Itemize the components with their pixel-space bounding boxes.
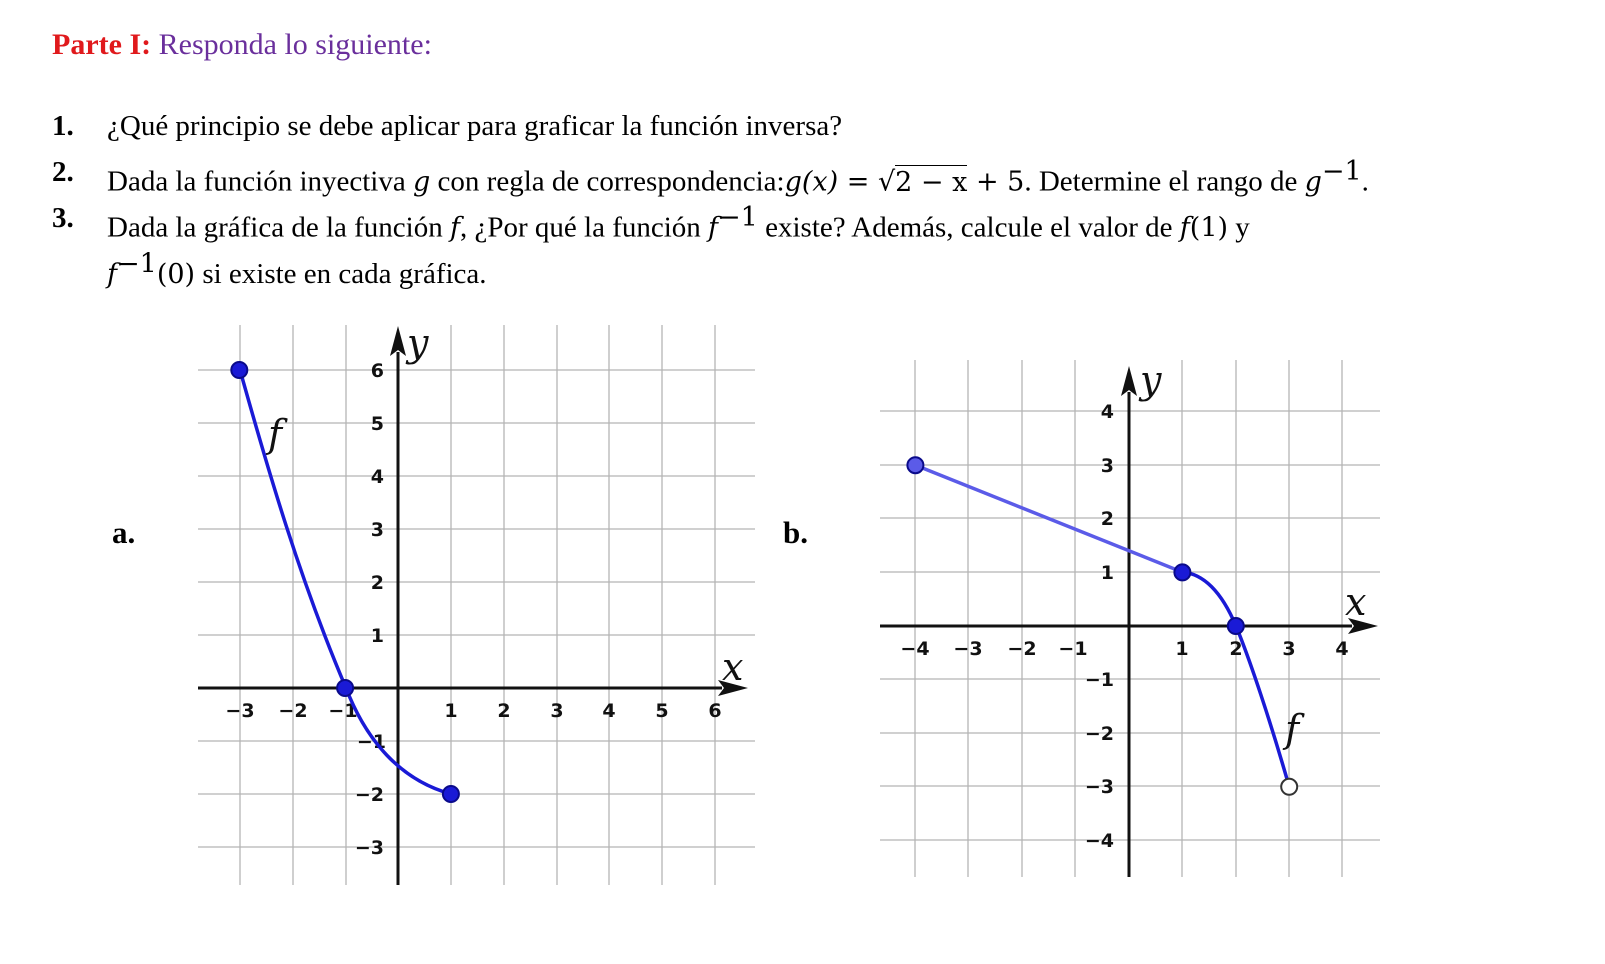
graph-b-label: b. <box>783 515 808 550</box>
x-tick-label: 5 <box>655 700 669 722</box>
curve-label: f <box>1285 707 1300 751</box>
section-instruction: Responda lo siguiente: <box>158 28 432 61</box>
question-text: Dada la función inyectiva g con regla de correspondencia:g(x) = √2 − x + 5. Determine el rango de $g^{-1}$. <box>107 156 1369 198</box>
y-tick-label: 4 <box>1100 401 1114 423</box>
y-axis-arrow <box>1121 366 1137 396</box>
closed-point <box>1228 618 1244 634</box>
y-tick-label: 3 <box>1100 455 1114 477</box>
y-tick-label: −1 <box>356 731 386 753</box>
x-tick-label: 2 <box>1229 638 1243 660</box>
x-tick-labels <box>900 638 1348 660</box>
x-axis-label: x <box>1345 580 1367 624</box>
x-tick-label: 3 <box>550 700 564 722</box>
question-number: 1. <box>52 110 74 142</box>
graph-a-label: a. <box>112 515 136 550</box>
y-tick-label: 1 <box>370 625 384 647</box>
y-tick-label: −3 <box>1084 776 1114 798</box>
x-tick-label: 2 <box>497 700 511 722</box>
closed-point <box>907 457 923 473</box>
y-tick-label: −1 <box>1084 669 1114 691</box>
y-tick-label: 2 <box>1100 508 1114 530</box>
y-tick-label: 6 <box>370 360 384 382</box>
x-tick-label: −2 <box>1007 638 1037 660</box>
section-label: Parte I: <box>52 28 152 61</box>
x-tick-label: 4 <box>602 700 616 722</box>
y-tick-label: −3 <box>354 837 384 859</box>
y-tick-label: −4 <box>1084 830 1114 852</box>
x-tick-label: −1 <box>328 700 358 722</box>
y-tick-label: 1 <box>1100 562 1114 584</box>
question-number: 3. <box>52 202 74 234</box>
y-tick-label: −2 <box>354 784 384 806</box>
question-number: 2. <box>52 156 74 188</box>
open-point <box>1281 779 1297 795</box>
formula-lhs: g(x) = <box>784 166 878 198</box>
curve-label: f <box>268 412 283 456</box>
x-tick-label: −1 <box>1058 638 1088 660</box>
x-tick-label: 6 <box>708 700 722 722</box>
x-axis-label: x <box>722 645 744 689</box>
y-axis-label: y <box>407 321 429 365</box>
x-tick-label: −2 <box>278 700 308 722</box>
question-text: ¿Qué principio se debe aplicar para graficar la función inversa? <box>107 110 843 142</box>
question-text: Dada la gráfica de la función f, ¿Por qué la función $f^{-1}$ existe? Además, calcule el valor de f(1) y <box>107 202 1250 244</box>
y-tick-label: 2 <box>370 572 384 594</box>
y-tick-label: −2 <box>1084 723 1114 745</box>
x-tick-label: 3 <box>1282 638 1296 660</box>
x-tick-label: −3 <box>953 638 983 660</box>
x-tick-label: −3 <box>225 700 255 722</box>
x-tick-label: 4 <box>1335 638 1349 660</box>
x-tick-label: −4 <box>900 638 930 660</box>
formula-radicand: 2 − x <box>895 166 968 198</box>
x-tick-label: 1 <box>1175 638 1189 660</box>
y-tick-label: 5 <box>370 413 384 435</box>
y-axis-label: y <box>1140 358 1162 402</box>
y-tick-label: 4 <box>370 466 384 488</box>
y-tick-label: 3 <box>370 519 384 541</box>
closed-point <box>1174 564 1190 580</box>
question-text-continued: $f^{-1}(0)$ si existe en cada gráfica. <box>107 248 487 290</box>
x-tick-label: 1 <box>444 700 458 722</box>
